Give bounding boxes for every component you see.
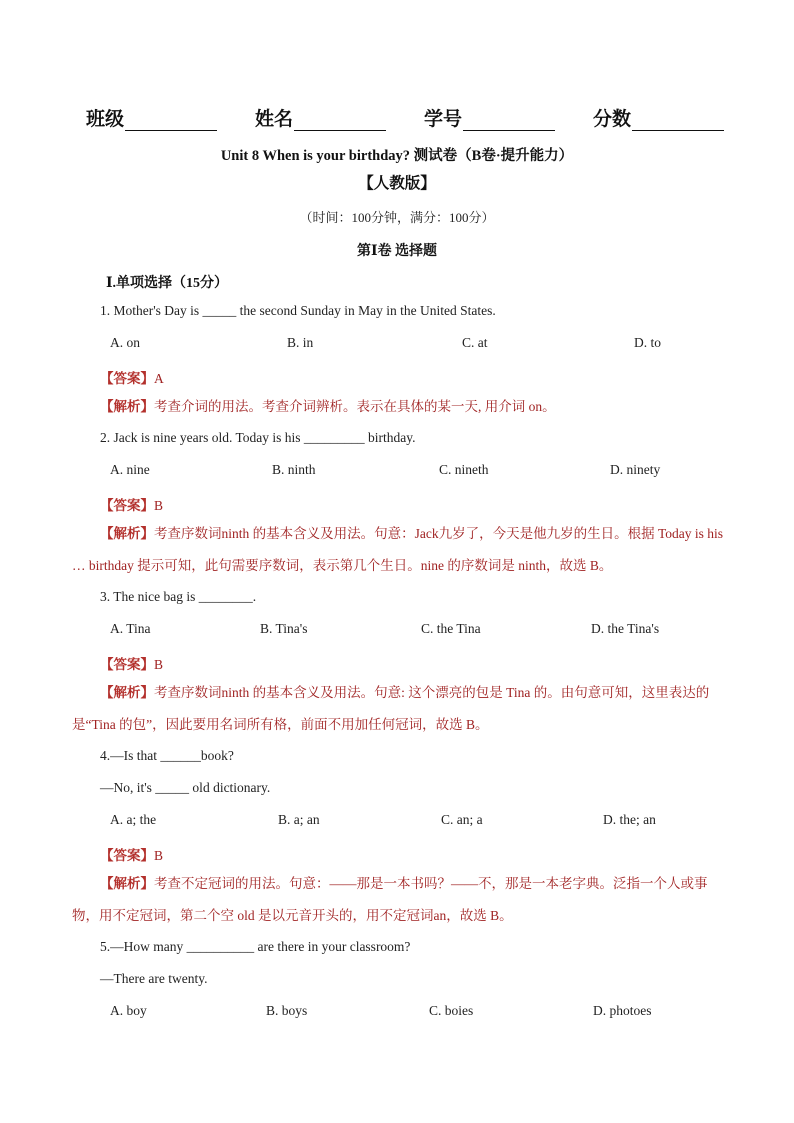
option-b[interactable]: B. Tina's bbox=[260, 621, 308, 636]
name-blank[interactable] bbox=[294, 112, 386, 131]
option-c[interactable]: C. at bbox=[462, 335, 488, 350]
question-4-stem: 4.—Is that ______book? bbox=[100, 748, 234, 763]
question-3-analysis bbox=[72, 677, 727, 741]
option-c[interactable]: C. an; a bbox=[441, 812, 483, 827]
question-2-stem: 2. Jack is nine years old. Today is his _________ birthday. bbox=[100, 430, 416, 445]
question-1-answer bbox=[100, 367, 164, 387]
student-info-fields bbox=[86, 104, 726, 131]
student-id-blank[interactable] bbox=[463, 112, 555, 131]
answer-value: B bbox=[154, 498, 164, 513]
question-3-options bbox=[110, 621, 670, 639]
question-4-answer bbox=[100, 844, 163, 864]
question-5-stem-reply: —There are twenty. bbox=[100, 971, 208, 986]
question-4-stem-reply: —No, it's _____ old dictionary. bbox=[100, 780, 271, 795]
score-blank[interactable] bbox=[632, 112, 724, 131]
analysis-label: 【解析】 bbox=[100, 685, 154, 700]
exam-edition: 【人教版】 bbox=[358, 175, 436, 192]
exam-time-score: （时间：100分钟，满分：100分） bbox=[299, 210, 495, 225]
analysis-text: 考查序数词ninth 的基本含义及用法。句意：Jack九岁了，今天是他九岁的生日。根据 Today is his … birthday 提示可知，此句需要序数词，表示第几个生日。nine 的序数词是 ninth，故选 B。 bbox=[72, 526, 724, 573]
option-d[interactable]: D. the; an bbox=[603, 812, 656, 827]
section-heading: Ⅰ.单项选择（15分） bbox=[106, 276, 229, 291]
question-1-stem: 1. Mother's Day is _____ the second Sunday in May in the United States. bbox=[100, 303, 496, 318]
name-field[interactable]: 姓名 bbox=[255, 104, 386, 131]
question-2-analysis bbox=[72, 518, 727, 582]
analysis-text: 考查序数词ninth 的基本含义及用法。句意: 这个漂亮的包是 Tina 的。由句意可知，这里表达的是“Tina 的包”，因此要用名词所有格，前面不用加任何冠词，故选 B。 bbox=[72, 685, 710, 732]
question-3-stem: 3. The nice bag is ________. bbox=[100, 589, 257, 604]
option-d[interactable]: D. to bbox=[634, 335, 661, 350]
option-a[interactable]: A. Tina bbox=[110, 621, 151, 636]
answer-value: A bbox=[154, 371, 164, 386]
answer-label: 【答案】 bbox=[100, 657, 154, 672]
option-b[interactable]: B. ninth bbox=[272, 462, 316, 477]
option-b[interactable]: B. in bbox=[287, 335, 314, 350]
answer-value: B bbox=[154, 657, 164, 672]
question-2-options bbox=[110, 462, 670, 480]
analysis-label: 【解析】 bbox=[100, 876, 154, 891]
question-5-stem: 5.—How many __________ are there in your classroom? bbox=[100, 939, 411, 954]
answer-value: B bbox=[154, 848, 164, 863]
question-2-answer bbox=[100, 494, 163, 514]
option-d[interactable]: D. photoes bbox=[593, 1003, 652, 1018]
question-1-options bbox=[110, 335, 670, 353]
option-a[interactable]: A. nine bbox=[110, 462, 150, 477]
question-4-analysis bbox=[72, 868, 727, 932]
volume-heading: 第Ⅰ卷 选择题 bbox=[356, 244, 438, 259]
option-c[interactable]: C. nineth bbox=[439, 462, 489, 477]
option-a[interactable]: A. boy bbox=[110, 1003, 147, 1018]
analysis-label: 【解析】 bbox=[100, 526, 154, 541]
option-d[interactable]: D. the Tina's bbox=[591, 621, 660, 636]
class-blank[interactable] bbox=[125, 112, 217, 131]
option-d[interactable]: D. ninety bbox=[610, 462, 661, 477]
option-a[interactable]: A. a; the bbox=[110, 812, 157, 827]
option-c[interactable]: C. the Tina bbox=[421, 621, 481, 636]
question-4-options bbox=[110, 812, 670, 830]
analysis-text: 考查介词的用法。考查介词辨析。表示在具体的某一天, 用介词 on。 bbox=[154, 399, 556, 414]
score-field[interactable]: 分数 bbox=[593, 104, 724, 131]
question-5-options bbox=[110, 1003, 670, 1021]
answer-label: 【答案】 bbox=[100, 371, 154, 386]
analysis-label: 【解析】 bbox=[100, 399, 154, 414]
answer-label: 【答案】 bbox=[100, 498, 154, 513]
analysis-text: 考查不定冠词的用法。句意：——那是一本书吗？——不，那是一本老字典。泛指一个人或事物，用不定冠词，第二个空 old 是以元音开头的，用不定冠词an，故选 B。 bbox=[72, 876, 708, 923]
exam-title: Unit 8 When is your birthday? 测试卷（B卷·提升能力） bbox=[220, 148, 574, 164]
option-c[interactable]: C. boies bbox=[429, 1003, 474, 1018]
option-b[interactable]: B. a; an bbox=[278, 812, 320, 827]
option-a[interactable]: A. on bbox=[110, 335, 140, 350]
answer-label: 【答案】 bbox=[100, 848, 154, 863]
class-field[interactable]: 班级 bbox=[86, 104, 217, 131]
question-1-analysis bbox=[72, 391, 727, 423]
option-b[interactable]: B. boys bbox=[266, 1003, 308, 1018]
student-id-field[interactable]: 学号 bbox=[424, 104, 555, 131]
question-3-answer bbox=[100, 653, 163, 673]
